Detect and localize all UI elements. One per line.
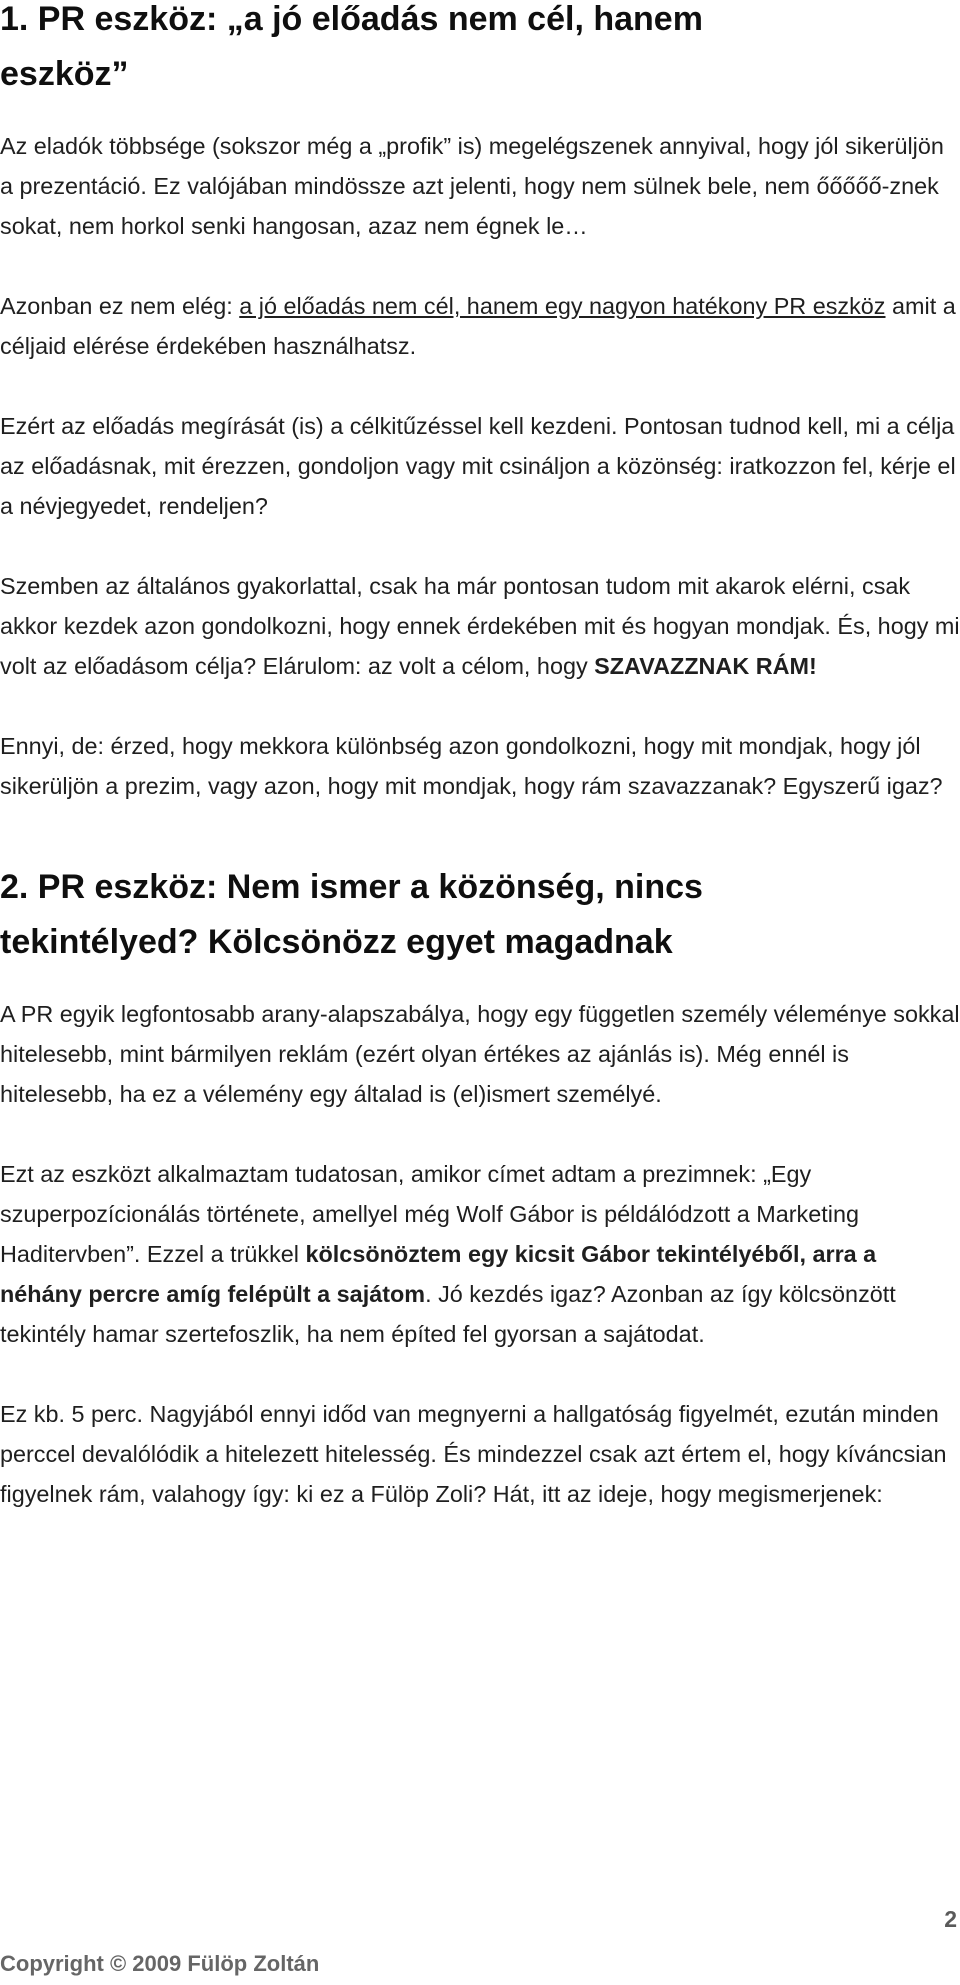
copyright-footer: Copyright © 2009 Fülöp Zoltán	[0, 1951, 320, 1976]
section-1-paragraph-4-text: Szemben az általános gyakorlattal, csak ha már pontosan tudom mit akarok elérni, csak akkor kezdek azon gondolkozni, hogy ennek érdekében mit és hogyan mondjak. És, hogy mi volt az előadásom célja? Elárulom: az volt a célom, hogy	[0, 573, 960, 679]
spacer	[0, 102, 960, 126]
section-2-paragraph-2-text-1: Ezt az eszközt alkalmaztam tudatosan, amikor címet adtam a prezimnek: „Egy szuperpozícionálás története, amellyel még Wolf Gábor is példálódzott a Marketing Haditervben”. Ezzel a trükkel	[0, 1161, 859, 1267]
section-1-heading-line-2: eszköz”	[0, 55, 129, 93]
spacer	[0, 246, 960, 286]
section-2-paragraph-1: A PR egyik legfontosabb arany-alapszabálya, hogy egy független személy véleménye sokkal hitelesebb, mint bármilyen reklám (ezért olyan értékes az ajánlás is). Még ennél is hitelesebb, ha ez a vélemény egy általad is (el)ismert személyé.	[0, 1001, 960, 1107]
section-2-paragraph-2-text-2: . Jó kezdés igaz? Azonban az így kölcsönzött tekintély hamar szertefoszlik, ha nem építed fel gyorsan a sajátodat.	[0, 1281, 896, 1347]
section-1-paragraph-4-bold: SZAVAZZNAK RÁM!	[594, 653, 817, 679]
section-1-paragraph-2-rest: amit a céljaid elérése érdekében használhatsz.	[0, 293, 956, 359]
section-1-paragraph-2-underlined: a jó előadás nem cél, hanem egy nagyon hatékony PR eszköz	[239, 293, 886, 319]
section-2-heading-line-2: tekintélyed? Kölcsönözz egyet magadnak	[0, 923, 673, 961]
spacer	[0, 1114, 960, 1154]
section-2-paragraph-3: Ez kb. 5 perc. Nagyjából ennyi időd van megnyerni a hallgatóság figyelmét, ezután minden perccel devalólódik a hitelezett hitelesség. És mindezzel csak azt értem el, hogy kíváncsian figyelnek rám, valahogy így: ki ez a Fülöp Zoli? Hát, itt az ideje, hogy megismerjenek:	[0, 1401, 947, 1507]
section-1-heading-line-1: 1. PR eszköz: „a jó előadás nem cél, hanem	[0, 0, 703, 38]
spacer	[0, 1354, 960, 1394]
section-1-paragraph-2	[0, 286, 960, 366]
section-2-heading-line-1: 2. PR eszköz: Nem ismer a közönség, nincs	[0, 868, 703, 906]
section-1-paragraph-3: Ezért az előadás megírását (is) a célkitűzéssel kell kezdeni. Pontosan tudnod kell, mi a célja az előadásnak, mit érezzen, gondoljon vagy mit csináljon a közönség: iratkozzon fel, kérje el a névjegyedet, rendeljen?	[0, 413, 956, 519]
spacer	[0, 806, 960, 860]
spacer	[0, 686, 960, 726]
spacer	[0, 970, 960, 994]
spacer	[0, 366, 960, 406]
section-1-paragraph-1: Az eladók többsége (sokszor még a „profik” is) megelégszenek annyival, hogy jól sikerüljön a prezentáció. Ez valójában mindössze azt jelenti, hogy nem sülnek bele, nem őőőőő-znek sokat, nem horkol senki hangosan, azaz nem égnek le…	[0, 133, 944, 239]
section-1-paragraph-4	[0, 566, 960, 686]
section-1-paragraph-5: Ennyi, de: érzed, hogy mekkora különbség azon gondolkozni, hogy mit mondjak, hogy jól sikerüljön a prezim, vagy azon, hogy mit mondjak, hogy rám szavazzanak? Egyszerű igaz?	[0, 733, 943, 799]
section-1-paragraph-2-intro: Azonban ez nem elég:	[0, 293, 240, 319]
section-2-heading	[0, 860, 960, 970]
page-number: 2	[944, 1906, 957, 1932]
section-2-paragraph-2-bold: kölcsönöztem egy kicsit Gábor tekintélyéből, arra a néhány percre amíg felépült a sajátom	[0, 1241, 877, 1307]
section-1-heading	[0, 0, 960, 102]
section-2-paragraph-2	[0, 1154, 960, 1354]
spacer	[0, 526, 960, 566]
